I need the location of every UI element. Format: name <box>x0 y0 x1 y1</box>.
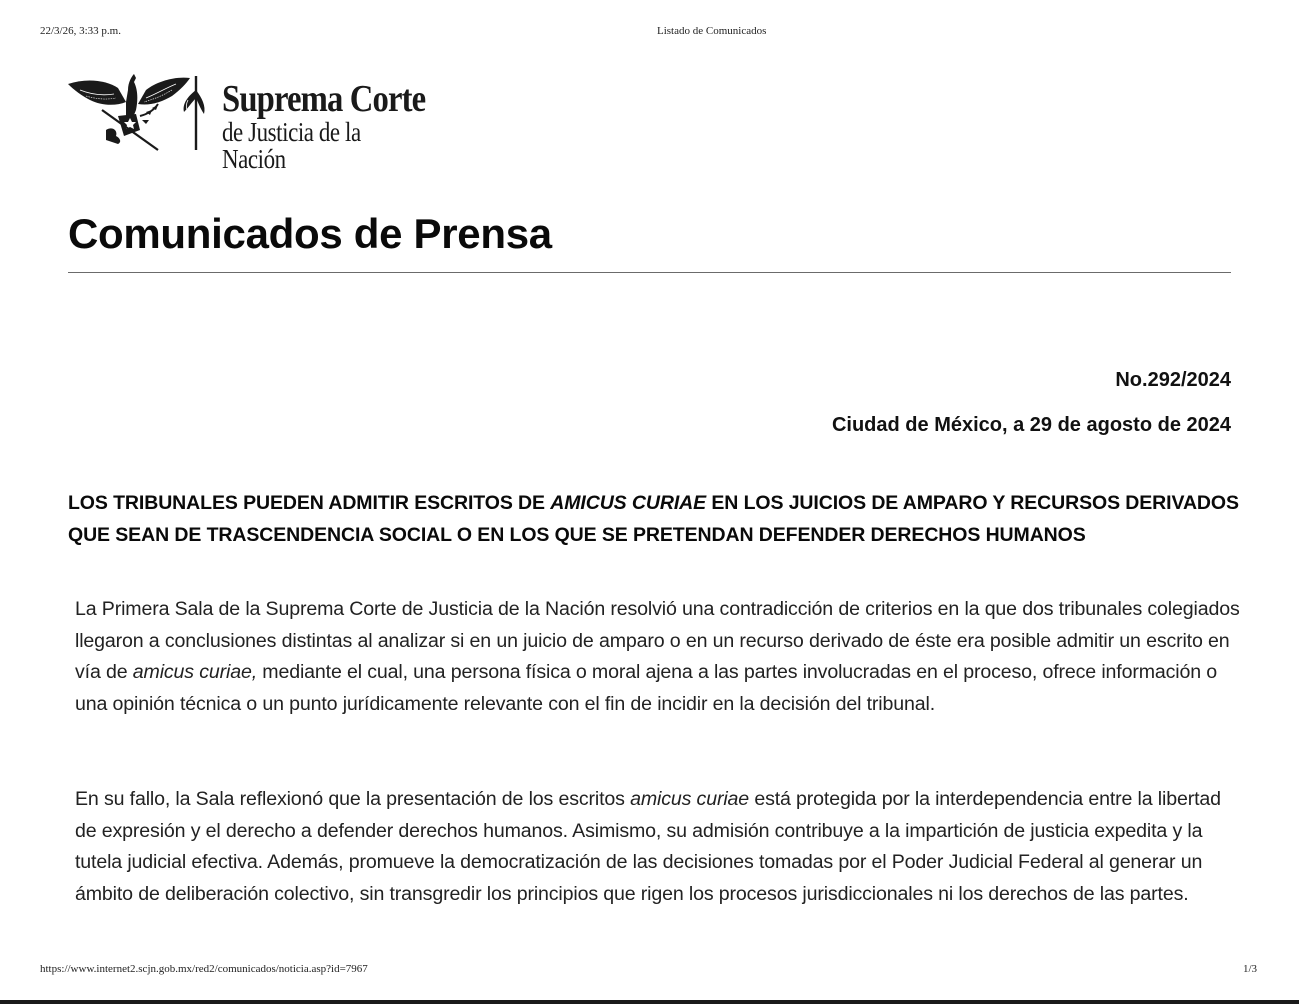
print-page-title: Listado de Comunicados <box>657 25 767 37</box>
logo-subtitle: de Justicia de la Nación <box>222 117 361 174</box>
print-header <box>0 25 1299 41</box>
print-datetime: 22/3/26, 3:33 p.m. <box>40 25 121 37</box>
scjn-logo[interactable] <box>66 72 466 174</box>
paragraph-italic-term: amicus curiae, <box>132 661 257 683</box>
communique-headline <box>68 488 1243 551</box>
mexican-eagle-emblem-icon <box>66 72 206 152</box>
paragraph-text-start: La Primera Sala de la Suprema Corte de Justicia de la Nación resolvió una contradicción de criterios en la que dos tribunales colegiados llegaron a conclusiones distintas al analizar si en un juicio de amparo o en un recurso derivado de éste era posible admitir un escrito en vía de <box>75 598 1240 683</box>
page-bottom-border <box>0 1000 1299 1004</box>
page-indicator: 1/3 <box>1243 963 1258 975</box>
headline-text-end: EN LOS JUICIOS DE AMPARO Y RECURSOS DERIVADOS QUE SEAN DE TRASCENDENCIA SOCIAL O EN LOS QUE SE PRETENDAN DEFENDER DERECHOS HUMANOS <box>68 492 1239 546</box>
headline-text-start: LOS TRIBUNALES PUEDEN ADMITIR ESCRITOS DE <box>68 492 551 514</box>
paragraph-text-end: está protegida por la interdependencia entre la libertad de expresión y el derecho a defender derechos humanos. Asimismo, su admisión contribuye a la impartición de justicia expedita y la tutela judicial efectiva. Además, promueve la democratización de las decisiones tomadas por el Poder Judicial Federal al generar un ámbito de deliberación colectivo, sin transgredir los principios que rigen los procesos jurisdiccionales ni los derechos de las partes. <box>75 788 1221 905</box>
logo-title: Suprema Corte <box>222 78 426 120</box>
communique-place-date: Ciudad de México, a 29 de agosto de 2024 <box>831 414 1231 436</box>
print-url: https://www.internet2.scjn.gob.mx/red2/comunicados/noticia.asp?id=7967 <box>40 963 368 975</box>
body-paragraph <box>75 784 1245 910</box>
logo-wordmark <box>222 80 466 173</box>
body-paragraph <box>75 594 1245 720</box>
paragraph-text-start: En su fallo, la Sala reflexionó que la presentación de los escritos <box>75 788 631 810</box>
paragraph-text-end: mediante el cual, una persona física o moral ajena a las partes involucradas en el proceso, ofrece información o una opinión técnica o un punto jurídicamente relevante con el fin de incidir en la decisión del tribunal. <box>75 661 1218 715</box>
headline-italic-term: AMICUS CURIAE <box>550 492 707 514</box>
paragraph-italic-term: amicus curiae <box>630 788 750 810</box>
communique-number: No.292/2024 <box>1115 369 1231 391</box>
page-title: Comunicados de Prensa <box>68 210 552 257</box>
title-divider <box>68 272 1231 273</box>
print-footer <box>0 963 1299 979</box>
